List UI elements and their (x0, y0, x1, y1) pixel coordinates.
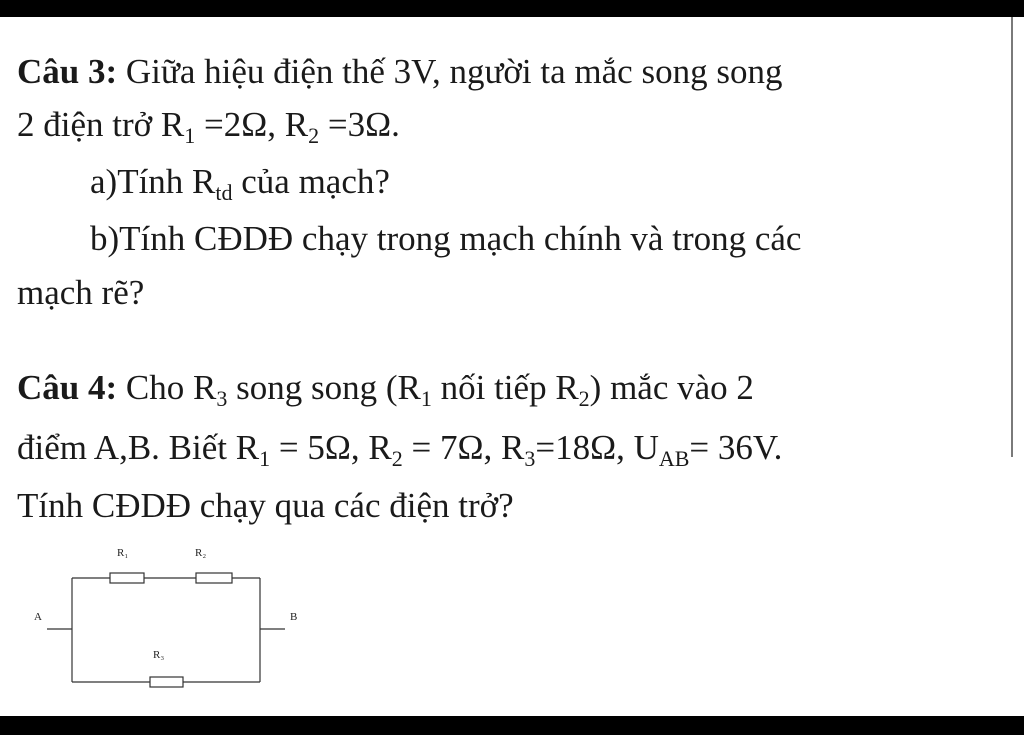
q3-line-2: 2 điện trở $R_1 =2\Omega$, $R_2 =3\Omega$. (17, 105, 400, 148)
top-black-bar (0, 0, 1024, 17)
right-edge-line (1011, 17, 1013, 457)
q3-line-1: Câu 3: Giữa hiệu điện thế 3V, người ta mắc song song (17, 52, 783, 91)
q4-line-2: điểm A,B. Biết $R_1 = 5\Omega$, $R_2 = 7\Omega$, $R_3=18\Omega$, $U_{AB}= 36V$. (17, 428, 783, 471)
q4-line-1: Câu 4: Cho $R_3$ song song ($R_1$ nối tiếp $R_2$) mắc vào 2 (17, 368, 754, 411)
label-r2: R₂ (195, 547, 207, 559)
q3-heading: Câu 3: (17, 52, 118, 91)
q4-heading: Câu 4: (17, 368, 118, 407)
label-point-a: A (34, 611, 42, 623)
resistor-r1 (110, 573, 144, 583)
label-point-b: B (290, 611, 298, 623)
bottom-black-bar (0, 716, 1024, 735)
resistor-r2 (196, 573, 232, 583)
label-r3: R₃ (153, 649, 165, 661)
resistor-r3 (150, 677, 183, 687)
circuit-diagram (0, 530, 330, 710)
q3-part-b: b)Tính CĐDĐ chạy trong mạch chính và trong các (90, 219, 802, 258)
label-r1: R₁ (117, 547, 129, 559)
q3-part-b-continued: mạch rẽ? (17, 273, 145, 312)
q4-line-3: Tính CĐDĐ chạy qua các điện trở? (17, 486, 514, 525)
q3-part-a: a)Tính $R_{td}$ của mạch? (90, 162, 390, 205)
